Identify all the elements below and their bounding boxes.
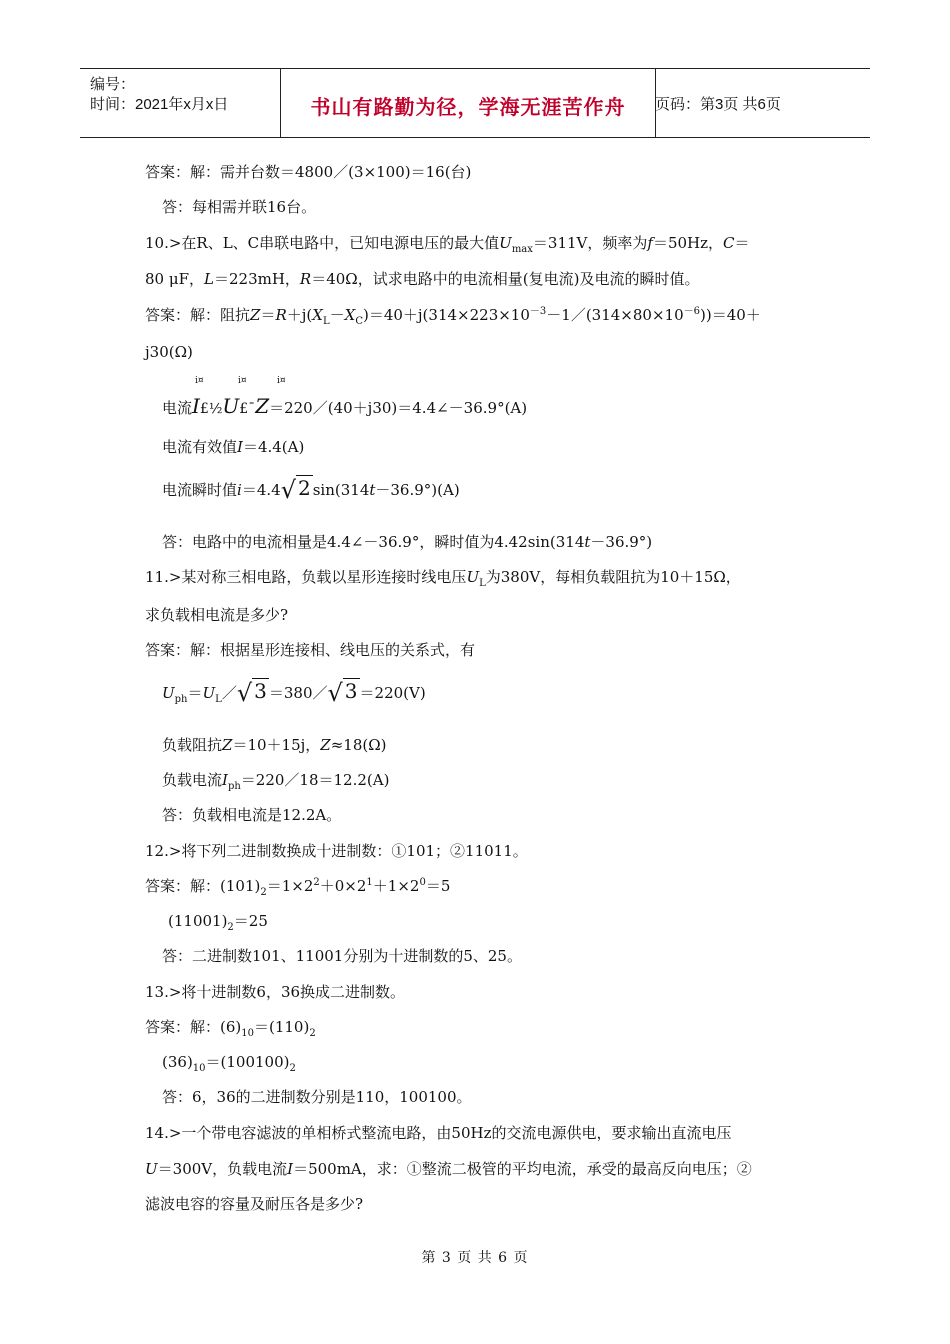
question-11-line2: 求负载相电流是多少? — [145, 606, 289, 624]
question-12: 12.>将下列二进制数换成十进制数：①101；②11011。 — [145, 842, 528, 860]
sqrt-icon: √ — [280, 476, 296, 504]
question-14-line1: 14.>一个带电容滤波的单相桥式整流电路，由50Hz的交流电源供电，要求输出直流电压 — [145, 1124, 732, 1142]
question-10-line1: 10.>在R、L、C串联电路中，已知电源电压的最大值$U_{max}=311V$，频率为f＝50Hz，C＝ — [145, 234, 750, 255]
answer-11-impedance: 负载阻抗Z＝10＋15j，Z≈18(Ω) — [162, 736, 387, 754]
page-footer: 第 3 页 共 6 页 — [421, 1250, 529, 1266]
page-indicator: 页码：第3页 共6页 — [655, 96, 781, 113]
header-motto-cell — [280, 69, 656, 137]
answer-11-result: 答：负载相电流是12.2A。 — [162, 806, 342, 824]
answer-13-result: 答：6，36的二进制数分别是110，100100。 — [162, 1088, 472, 1106]
page-header — [80, 68, 870, 138]
sqrt-icon: √ — [236, 679, 253, 707]
motto-text: 书山有路勤为径，学海无涯苦作舟 — [310, 95, 626, 119]
answer-10-impedance: 答案：解：阻抗$Z=R+j(X_L-X_C)=40+j(314\times 223\times 10^{-3}-1/(314\times 80\times 10^{-6}))=40+$ — [145, 306, 761, 327]
answer-11-intro: 答案：解：根据星形连接相、线电压的关系式，有 — [145, 641, 476, 659]
question-13: 13.>将十进制数6，36换成二进制数。 — [145, 983, 406, 1001]
answer-9-calc: 答案：解：需并台数＝4800／(3×100)＝16(台) — [145, 163, 472, 181]
answer-12-result: 答：二进制数101、11001分别为十进制数的5、25。 — [162, 947, 522, 965]
answer-12-calc2: $(11001)_2=25$ — [168, 912, 268, 933]
answer-10-result: 答：电路中的电流相量是4.4∠－36.9°，瞬时值为4.42sin(314t－36.9°) — [162, 533, 653, 551]
question-10-line2: 80 μF，L＝223mH，R＝40Ω，试求电路中的电流相量(复电流)及电流的瞬时值。 — [145, 270, 700, 288]
answer-11-current: 负载电流$I_{ph}=220/18=12.2(A)$ — [162, 771, 390, 792]
answer-10-rms: 电流有效值I＝4.4(A) — [162, 438, 305, 456]
answer-10-impedance-cont: j30(Ω) — [145, 343, 193, 361]
question-14-line3: 滤波电容的容量及耐压各是多少? — [145, 1195, 364, 1213]
answer-13-calc2: $(36)_{10}=(100100)_2$ — [162, 1053, 296, 1074]
time-label: 时间：2021年x月x日 — [90, 96, 229, 113]
sqrt-icon: √ — [327, 679, 343, 707]
answer-13-calc1: 答案：解：$(6)_{10}=(110)_2$ — [145, 1018, 316, 1039]
number-label: 编号： — [90, 76, 136, 93]
answer-12-calc1: 答案：解：$(101)_2=1\times 2^2+0\times 2^1+1\times 2^0=5$ — [145, 877, 451, 898]
header-meta — [80, 69, 280, 137]
question-14-line2: U＝300V，负载电流I＝500mA，求：①整流二极管的平均电流，承受的最高反向电压；② — [145, 1160, 752, 1178]
question-11-line1: 11.>某对称三相电路，负载以星形连接时线电压$U_L$为380V，每相负载阻抗为10＋15Ω， — [145, 568, 741, 589]
answer-10-phasor-current: 电流I£½U£¯Z＝220／(40＋j30)＝4.4∠－36.9°(A) — [162, 394, 528, 418]
answer-11-phase-voltage: $U_{ph}=U_L/√$ 3 ＝380／√ 3 ＝220(V) — [162, 679, 426, 707]
phasor-dot-mark: i¤ — [238, 376, 247, 386]
phasor-dot-mark: i¤ — [195, 376, 204, 386]
phasor-dot-mark: i¤ — [277, 376, 286, 386]
answer-10-instantaneous: 电流瞬时值i＝4.4√ 2 sin(314t－36.9°)(A) — [162, 476, 460, 504]
answer-9-result: 答：每相需并联16台。 — [162, 198, 317, 216]
